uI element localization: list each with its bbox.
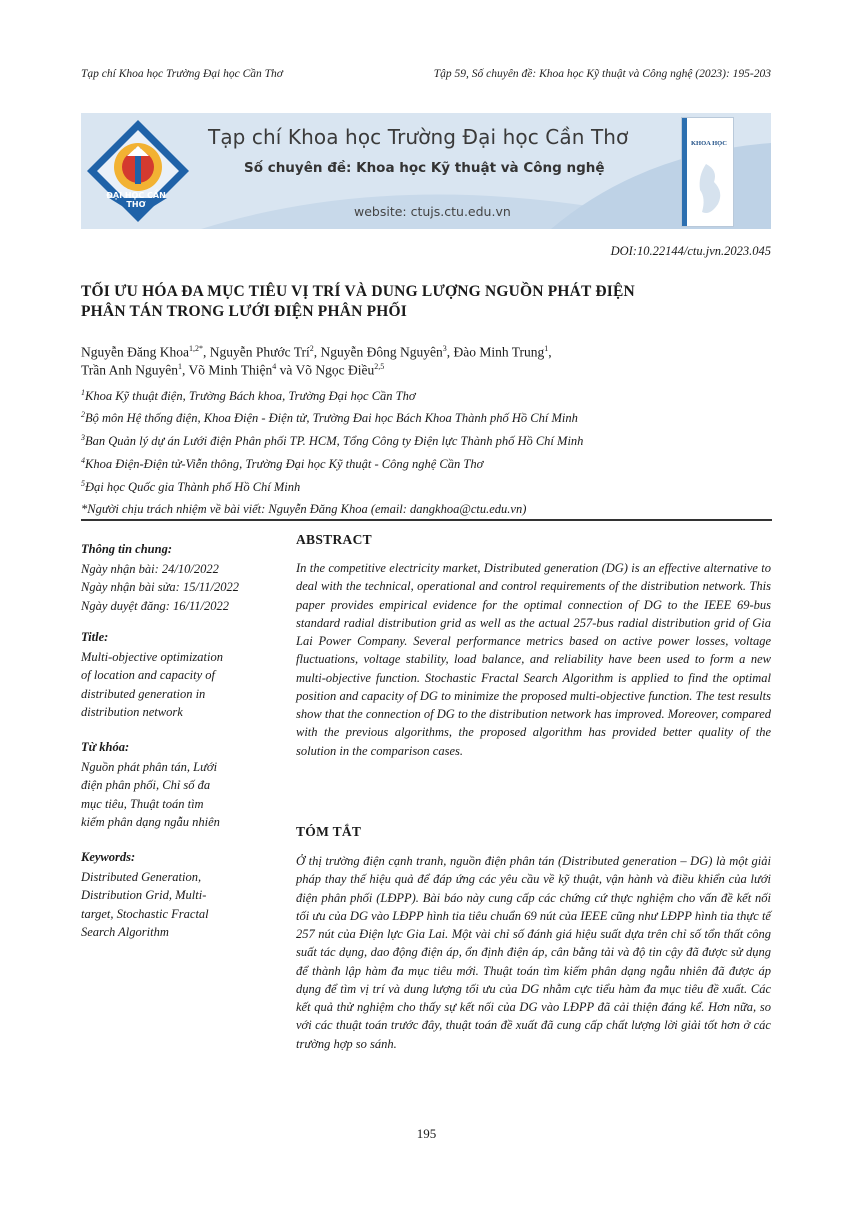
journal-cover-thumbnail [681, 117, 734, 227]
vietnamese-keywords-block [81, 738, 266, 832]
english-title-heading: Title: [81, 630, 109, 644]
keywords-line: Search Algorithm [81, 925, 169, 939]
keywords-line: target, Stochastic Fractal [81, 906, 209, 921]
affiliation [81, 410, 578, 426]
abstract-text: In the competitive electricity market, Distributed generation (DG) is an effective alternative to deal with the technical, operational and control requirements of the distribution network. This paper provides empirical evidence for the optimal connection of DG to the IEEE 69-bus standard radial distribution grid as well as the actual 257-bus radial distribution grid of Gia Lai Power Company. Several performance metrics based on active power losses, voltage fluctuations, voltage stability, load balance, and reliability have been used to form a new multi-objective function. Stochastic Fractal Search Algorithm is applied to find the optimal position and capacity of DG to minimize the proposed multi-objective function. The test results show that the connection of DG to the distribution network has improved. Moreover, compared with the previous algorithms, the proposed algorithm has provided better quality of the solution in the comparison cases. [296, 561, 771, 758]
author-name: Trần Anh Nguyên [81, 362, 179, 378]
tu-khoa-line: điện phân phối, Chỉ số đa [81, 778, 211, 792]
affiliation-text: Ban Quản lý dự án Lưới điện Phân phối TP. HCM, Tổng Công ty Điện lực Thành phố Hồ Chí Minh [85, 434, 584, 449]
affiliation [81, 456, 483, 472]
affiliation-number: 5 [81, 479, 85, 488]
running-header-right: Tập 59, Số chuyên đề: Khoa học Kỹ thuật và Công nghệ (2023): 195-203 [433, 68, 771, 80]
paper-title-line-1: TỐI ƯU HÓA ĐA MỤC TIÊU VỊ TRÍ VÀ DUNG LƯỢNG NGUỒN PHÁT ĐIỆN [81, 283, 635, 300]
english-title-line: distributed generation in [81, 686, 206, 701]
tu-khoa-line: Nguồn phát phân tán, Lưới [81, 759, 218, 774]
tu-khoa-heading: Từ khóa: [81, 740, 130, 754]
paper-title-line-2: PHÂN TÁN TRONG LƯỚI ĐIỆN PHÂN PHỐI [81, 303, 408, 320]
author-name: Nguyễn Phước Trí [209, 344, 310, 360]
author-affil: 1,2* [188, 344, 203, 353]
tu-khoa-line: kiếm phân dạng ngẫu nhiên [81, 815, 220, 829]
author-name: Nguyễn Đăng Khoa [81, 344, 189, 360]
logo-text: ĐẠI HỌC CẦN THƠ [106, 191, 166, 209]
author-conjunction: và [279, 362, 293, 378]
author-affil: 1 [178, 362, 183, 371]
keywords-line: Distribution Grid, Multi- [81, 888, 207, 902]
info-heading: Thông tin chung: [81, 542, 173, 556]
tom-tat-heading: TÓM TẮT [296, 824, 362, 839]
doi: DOI:10.22144/ctu.jvn.2023.045 [610, 244, 771, 258]
author-name: Nguyễn Đông Nguyên [320, 344, 443, 360]
authors-line-2: Trần Anh Nguyên$^1$, Võ Minh Thiện$^4$ và Võ Ngọc Điều$^{2,5}$ [81, 362, 385, 378]
tu-khoa-line: mục tiêu, Thuật toán tìm [81, 796, 204, 811]
tom-tat-text: Ở thị trường điện cạnh tranh, nguồn điện phân tán (Distributed generation – DG) là một giải pháp thay thế hiệu quả để đáp ứng các yêu cầu về kỹ thuật, vận hành và điều khiển của lưới điện phân phối (LĐPP). Bài báo này cung cấp các chứng cứ thực nghiệm cho vấn đề kết nối tối ưu của DG vào LĐPP hình tia tiêu chuẩn 69 nút của IEEE cũng như LĐPP hình tia thực tế 257 nút của Điện lực Gia Lai. Một vài chỉ số đánh giá hiệu suất dựa trên chỉ số tổn thất công suất tác dụng, dao động điện áp, ổn định điện áp, cân bằng tải và độ tin cậy đã được sử dụng để thành lập hàm đa mục tiêu mới. Thuật toán tìm kiếm phân dạng ngẫu nhiên đã được áp dụng để tìm vị trí và dung lượng tối ưu của DG nhằm cực tiểu hàm đa mục tiêu đề xuất. Các kết quả thử nghiệm cho thấy sự kết nối của DG vào LĐPP đã cải thiện đáng kể. Hơn nữa, so với các thuật toán trước đây, thuật toán đề xuất đã cung cấp chất lượng lời giải tốt hơn ở các trường hợp so sánh. [296, 854, 771, 1051]
author-affil: 1 [544, 344, 549, 353]
affiliation-number: 1 [81, 388, 85, 397]
affiliation-text: Khoa Kỹ thuật điện, Trường Bách khoa, Trường Đại học Cần Thơ [85, 389, 416, 404]
keywords-line: Distributed Generation, [81, 869, 202, 884]
affiliation-text: Đại học Quốc gia Thành phố Hồ Chí Minh [85, 480, 301, 495]
journal-subtitle: Số chuyên đề: Khoa học Kỹ thuật và Công nghệ [244, 160, 605, 176]
author-affil: 4 [272, 362, 277, 371]
author-affil: 3 [442, 344, 447, 353]
affiliation-number: 2 [81, 410, 85, 419]
author-affil: 2,5 [374, 362, 385, 371]
cover-spine [682, 118, 687, 226]
affiliation [81, 388, 416, 404]
cover-map-icon [696, 162, 728, 218]
author-name: Võ Ngọc Điều [295, 362, 375, 378]
keywords-heading: Keywords: [81, 850, 136, 864]
affiliation [81, 433, 583, 449]
english-title-line: Multi-objective optimization [81, 649, 223, 664]
affiliation-text: Khoa Điện-Điện tử-Viễn thông, Trường Đại học Kỹ thuật - Công nghệ Cần Thơ [85, 457, 484, 472]
authors-line-1: Nguyễn Đăng Khoa$^{1,2*}$, Nguyễn Phước Trí$^2$, Nguyễn Đông Nguyên$^3$, Đào Minh Trung$^1$, [81, 344, 552, 360]
journal-banner [81, 113, 771, 229]
date-revised: Ngày nhận bài sửa: 15/11/2022 [81, 580, 239, 594]
corresponding-author: *Người chịu trách nhiệm về bài viết: Nguyễn Đăng Khoa (email: dangkhoa@ctu.edu.vn) [81, 502, 527, 516]
affiliation-number: 3 [81, 433, 85, 442]
english-title-block [81, 628, 266, 722]
page-number: 195 [416, 1126, 437, 1141]
cover-title: KHOA HỌC [691, 140, 727, 147]
date-accepted: Ngày duyệt đăng: 16/11/2022 [81, 598, 230, 613]
date-received: Ngày nhận bài: 24/10/2022 [81, 561, 219, 576]
author-affil: 2 [309, 344, 314, 353]
author-name: Võ Minh Thiện [188, 362, 273, 378]
english-keywords-block [81, 848, 266, 942]
english-title-line: of location and capacity of [81, 668, 216, 682]
author-name: Đào Minh Trung [453, 344, 545, 360]
journal-website: website: ctujs.ctu.edu.vn [354, 204, 511, 219]
journal-title: Tạp chí Khoa học Trường Đại học Cần Thơ [208, 125, 629, 149]
section-divider [81, 519, 772, 521]
abstract-heading: ABSTRACT [296, 532, 372, 547]
affiliation-number: 4 [81, 456, 85, 465]
affiliation [81, 479, 300, 495]
running-header-left: Tạp chí Khoa học Trường Đại học Cần Thơ [81, 68, 283, 80]
affiliation-text: Bộ môn Hệ thống điện, Khoa Điện - Điện tử, Trường Đai học Bách Khoa Thành phố Hồ Chí Minh [85, 411, 578, 426]
article-info [81, 540, 266, 615]
english-title-line: distribution network [81, 705, 183, 719]
